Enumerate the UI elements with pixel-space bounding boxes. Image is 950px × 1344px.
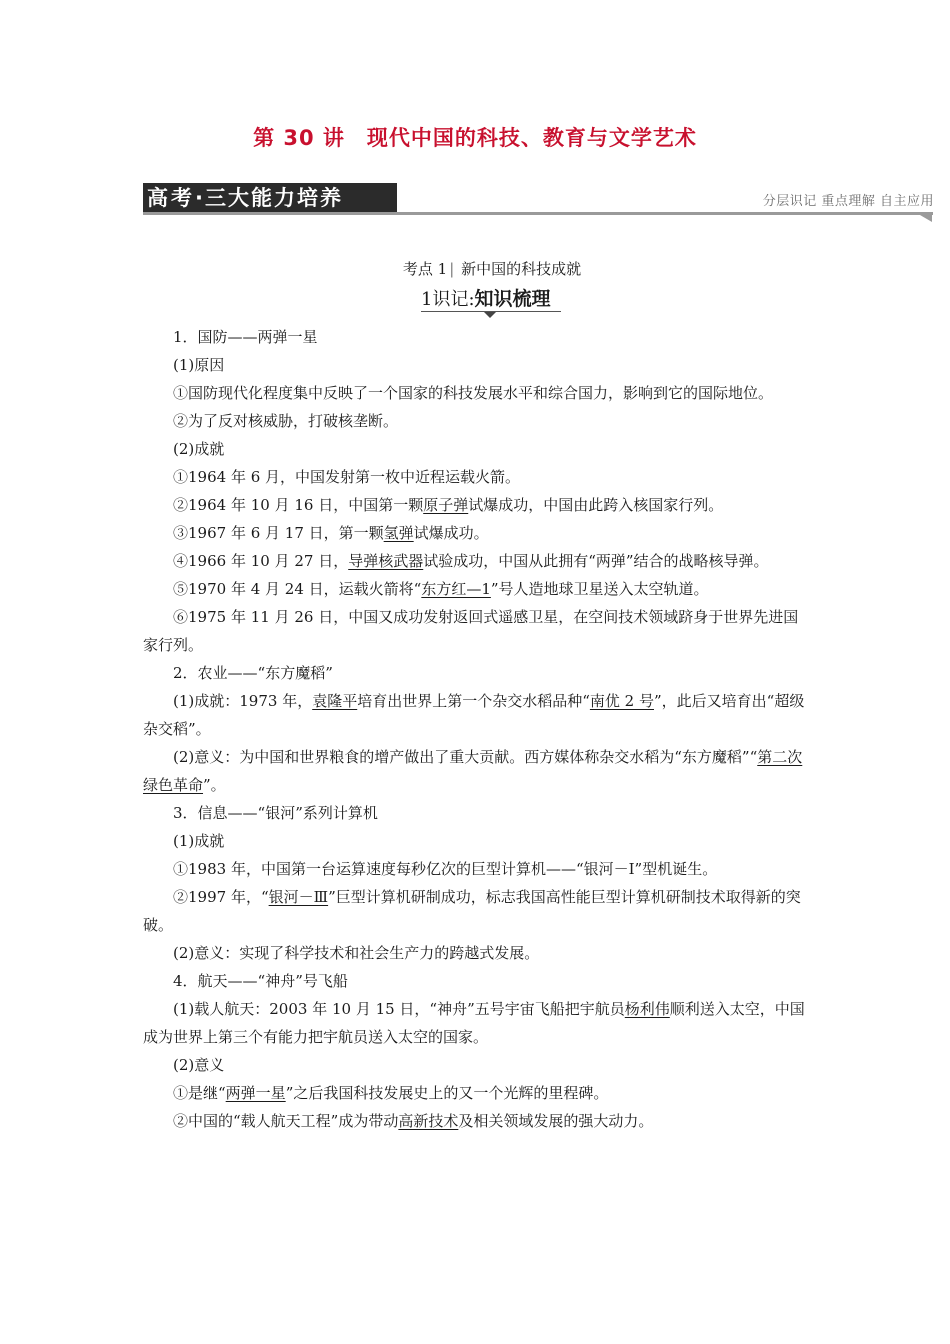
section-banner <box>143 183 940 223</box>
underlined-key-term: 袁隆平 <box>312 692 358 710</box>
banner-label <box>143 183 397 213</box>
text-run: (2)意义：实现了科学技术和社会生产力的跨越式发展。 <box>173 944 540 962</box>
banner-label-a: 高考 <box>147 186 195 210</box>
paragraph <box>143 351 810 379</box>
paragraph <box>143 687 810 743</box>
text-run: ②1997 年，“ <box>173 888 269 906</box>
paragraph <box>143 883 810 939</box>
text-run: 培育出世界上第一个杂交水稻品种“ <box>357 692 590 710</box>
text-run: ”，此后又培育出“超级杂交稻”。 <box>143 692 805 738</box>
text-run: ”之后我国科技发展史上的又一个光辉的里程碑。 <box>285 1084 609 1102</box>
banner-label-b: 三大能力培养 <box>204 186 343 210</box>
text-run: ①国防现代化程度集中反映了一个国家的科技发展水平和综合国力，影响到它的国际地位。 <box>173 384 774 402</box>
paragraph <box>143 1079 810 1107</box>
text-run: (1)原因 <box>173 356 225 374</box>
text-run: (2)意义：为中国和世界粮食的增产做出了重大贡献。西方媒体称杂交水稻为“东方魔稻”“ <box>173 748 758 766</box>
subsection-prefix: 1识记: <box>421 289 475 310</box>
text-run: ②1964 年 10 月 16 日，中国第一颗 <box>173 496 424 514</box>
text-run: ④1966 年 10 月 27 日， <box>173 552 349 570</box>
text-run: ”。 <box>203 776 226 794</box>
paragraph <box>143 967 810 995</box>
text-run: (2)成就 <box>173 440 225 458</box>
underlined-key-term: 南优 2 号 <box>589 692 654 710</box>
text-run: ”巨型计算机研制成功，标志我国高性能巨型计算机研制技术取得新的突破。 <box>143 888 801 934</box>
text-run: 3．信息——“银河”系列计算机 <box>173 804 378 822</box>
subsection-heading <box>421 284 551 311</box>
underlined-key-term: 原子弹 <box>423 496 469 514</box>
underlined-key-term: 两弹一星 <box>225 1084 286 1102</box>
banner-rule <box>143 212 933 215</box>
text-run: ⑥1975 年 11 月 26 日，中国又成功发射返回式遥感卫星，在空间技术领域跻身于世界先进国家行列。 <box>143 608 799 654</box>
text-run: 顺利送入太空，中国成为世界上第三个有能力把宇航员送入太空的国家。 <box>143 1000 805 1046</box>
text-run: (1)成就 <box>173 832 225 850</box>
text-run: ②为了反对核威胁，打破核垄断。 <box>173 412 399 430</box>
paragraph <box>143 519 810 547</box>
paragraph <box>143 547 810 575</box>
paragraph <box>143 799 810 827</box>
underlined-key-term: 高新技术 <box>398 1112 459 1130</box>
kaodian-separator: | <box>449 260 455 278</box>
kaodian-topic: 新中国的科技成就 <box>461 260 582 278</box>
subsection-arrow-icon <box>484 312 496 318</box>
text-run: 试爆成功，中国由此跨入核国家行列。 <box>468 496 724 514</box>
text-run: 及相关领域发展的强大动力。 <box>458 1112 654 1130</box>
text-run: ②中国的“载人航天工程”成为带动 <box>173 1112 399 1130</box>
kaodian-label: 考点 1 <box>402 260 448 278</box>
text-run: ”号人造地球卫星送入太空轨道。 <box>490 580 709 598</box>
subsection-title: 知识梳理 <box>474 288 551 310</box>
text-run: 2．农业——“东方魔稻” <box>173 664 333 682</box>
text-run: (2)意义 <box>173 1056 225 1074</box>
underlined-key-term: 银河－Ⅲ <box>268 888 329 906</box>
kaodian-heading <box>0 258 950 279</box>
text-run: ①1983 年，中国第一台运算速度每秒亿次的巨型计算机——“银河－Ⅰ”型机诞生。 <box>173 860 718 878</box>
paragraph <box>143 407 810 435</box>
body-text <box>143 323 810 1135</box>
text-run: 4．航天——“神舟”号飞船 <box>173 972 348 990</box>
banner-label-dot: · <box>195 186 205 210</box>
paragraph <box>143 603 810 659</box>
underlined-key-term: 第二次绿色革命 <box>143 748 803 794</box>
paragraph <box>143 435 810 463</box>
text-run: ⑤1970 年 4 月 24 日，运载火箭将“ <box>173 580 422 598</box>
underlined-key-term: 杨利伟 <box>624 1000 670 1018</box>
page-title: 第 30 讲 现代中国的科技、教育与文学艺术 <box>253 126 697 150</box>
paragraph <box>143 939 810 967</box>
text-run: ①1964 年 6 月，中国发射第一枚中近程运载火箭。 <box>173 468 521 486</box>
paragraph <box>143 575 810 603</box>
paragraph <box>143 827 810 855</box>
paragraph <box>143 855 810 883</box>
underlined-key-term: 东方红—1 <box>421 580 491 598</box>
text-run: 试验成功，中国从此拥有“两弹”结合的战略核导弹。 <box>423 552 769 570</box>
text-run: ①是继“ <box>173 1084 226 1102</box>
text-run: (1)载人航天：2003 年 10 月 15 日，“神舟”五号宇宙飞船把宇航员 <box>173 1000 625 1018</box>
banner-corner-mark <box>920 215 932 222</box>
underlined-key-term: 氢弹 <box>383 524 414 542</box>
paragraph <box>143 1107 810 1135</box>
text-run: 1．国防——两弹一星 <box>173 328 318 346</box>
banner-subtitle: 分层识记 重点理解 自主应用 <box>762 194 934 209</box>
paragraph <box>143 491 810 519</box>
paragraph <box>143 379 810 407</box>
text-run: ③1967 年 6 月 17 日，第一颗 <box>173 524 384 542</box>
paragraph <box>143 463 810 491</box>
paragraph <box>143 995 810 1051</box>
text-run: (1)成就：1973 年， <box>173 692 313 710</box>
paragraph <box>143 1051 810 1079</box>
paragraph <box>143 743 810 799</box>
underlined-key-term: 导弹核武器 <box>348 552 424 570</box>
paragraph <box>143 659 810 687</box>
text-run: 试爆成功。 <box>413 524 489 542</box>
paragraph <box>143 323 810 351</box>
